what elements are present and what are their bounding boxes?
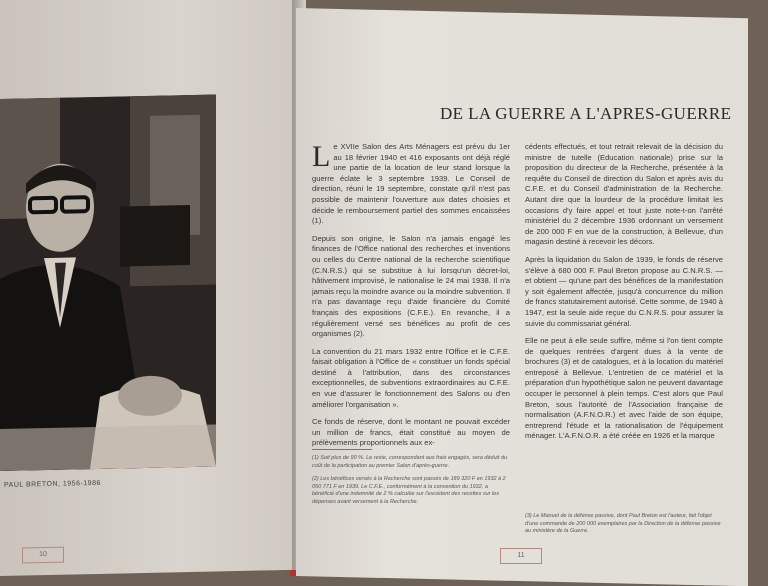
page-number-right: 11 <box>500 548 542 564</box>
footnote-divider <box>312 449 372 450</box>
portrait-illustration <box>0 94 216 471</box>
page-number-left: 10 <box>22 547 64 564</box>
paragraph-text: e XVIIe Salon des Arts Ménagers est prévu du 1er au 18 février 1940 et 416 exposants ont déjà réglé une partie de la location de leur stand lorsque la guerre éclate le 3 septembre 1939. Le Conseil de direction, réuni le 19 septembre, constate qu'il n'est pas possible de maintenir l'ouverture aux dates choisies et décide le remboursement partiel des sommes encaissées (1). <box>312 142 510 226</box>
footnotes <box>312 455 510 512</box>
text-column-left <box>312 142 510 456</box>
paragraph: Ce fonds de réserve, dont le montant ne pouvait excéder un million de francs, était constitué au moyen de prélèvements proportionnels aux ex- <box>312 417 510 448</box>
footnote: (1) Soit plus de 90 %. Le reste, correspondant aux frais engagés, sera déduit du coût de la participation au premier Salon d'après-guerre. <box>312 455 508 469</box>
text-column-right <box>525 142 723 449</box>
paragraph: Après la liquidation du Salon de 1939, le fonds de réserve s'élève à 680 000 F. Paul Breton propose au C.N.R.S. — et obtient — qu'une part des bénéfices de la manifestation y soit également affectée, jusqu'à concurrence du million de francs statutairement autorisé. Cette somme, de 1940 à 1947, est la seule aide reçue du C.N.R.S. pour assurer la suivie du commissariat général. <box>525 254 723 328</box>
footnote: (2) Les bénéfices versés à la Recherche sont passés de 189 320 F en 1932 à 2 050 771 F en 1939. Le C.F.E., conformément à la convention du 1932, a bénéficié d'une indemnité de 2 % calculée sur l'excédent des recettes sur les dépenses avant versement à la Recherche. <box>312 476 506 505</box>
chapter-title: DE LA GUERRE A L'APRES-GUERRE <box>440 104 732 123</box>
paragraph <box>312 142 510 227</box>
photo-caption: PAUL BRETON, 1956-1986 <box>4 479 101 489</box>
paragraph: La convention du 21 mars 1932 entre l'Office et le C.F.E. faisait obligation à l'Office de « constituer un fonds spécial destiné à l'attribution, dans des circonstances exceptionnelles, de subventions extraordinaires au C.F.E. en vue d'assurer le fonctionnement des Salons ou d'en améliorer l'organisation ». <box>312 346 510 409</box>
paragraph: cédents effectués, et tout retrait relevait de la décision du ministre de tutelle (Education nationale) prise sur la proposition du directeur de la Recherche, présentée à la requête du Conseil de direction du Salon et après avis du C.F.E. et du Conseil d'administration de la Recherche. Autant dire que la lourdeur de la procédure limitait les occasions d'y faire appel et tout juste note-t-on l'arrêté ministériel du 2 décembre 1936 ordonnant un versement de 200 000 F en vue de la construction, à Bellevue, d'un magasin destiné à recevoir les décors. <box>525 142 723 247</box>
paragraph: Depuis son origine, le Salon n'a jamais engagé les finances de l'Office national des recherches et inventions ou celles du Centre national de la recherche scientifique (C.N.R.S.) qui se substitue à lui lorsqu'un décret-loi, hâtivement improvisé, le nationalise le 24 mai 1938. Il n'a jamais reçu la moindre avance ou la moindre subvention. Il n'a pas davantage reçu d'aide financière du Comité français des expositions (C.F.E.). En revanche, il a régulièrement versé ses bénéfices au profit de ces organismes (2). <box>312 233 510 339</box>
drop-cap: L <box>312 140 331 173</box>
left-page <box>0 0 300 576</box>
footnote-right: (3) Le Manuel de la défense passive, dont Paul Breton est l'auteur, fait l'objet d'une commande de 200 000 exemplaires par la Direction de la défense passive au ministère de la Guerre. <box>525 513 721 534</box>
portrait-photo <box>0 94 216 471</box>
paragraph: Elle ne peut à elle seule suffire, même si l'on tient compte de quelques rentrées d'argent dues à la vente de brochures (3) et de catalogues, et à la location du matériel entreposé à Bellevue. L'entretien de ce matériel et la préparation d'un hypothétique salon ne peuvent davantage occuper le personnel à plein temps. C'est alors que Paul Breton, sous l'autorité de l'Association française de normalisation (A.F.N.O.R.) et avec l'aide de son équipe, entreprend l'étude et la rationalisation de l'équipement ménager. L'A.F.N.O.R. a été créée en 1926 et la marque <box>525 336 723 441</box>
